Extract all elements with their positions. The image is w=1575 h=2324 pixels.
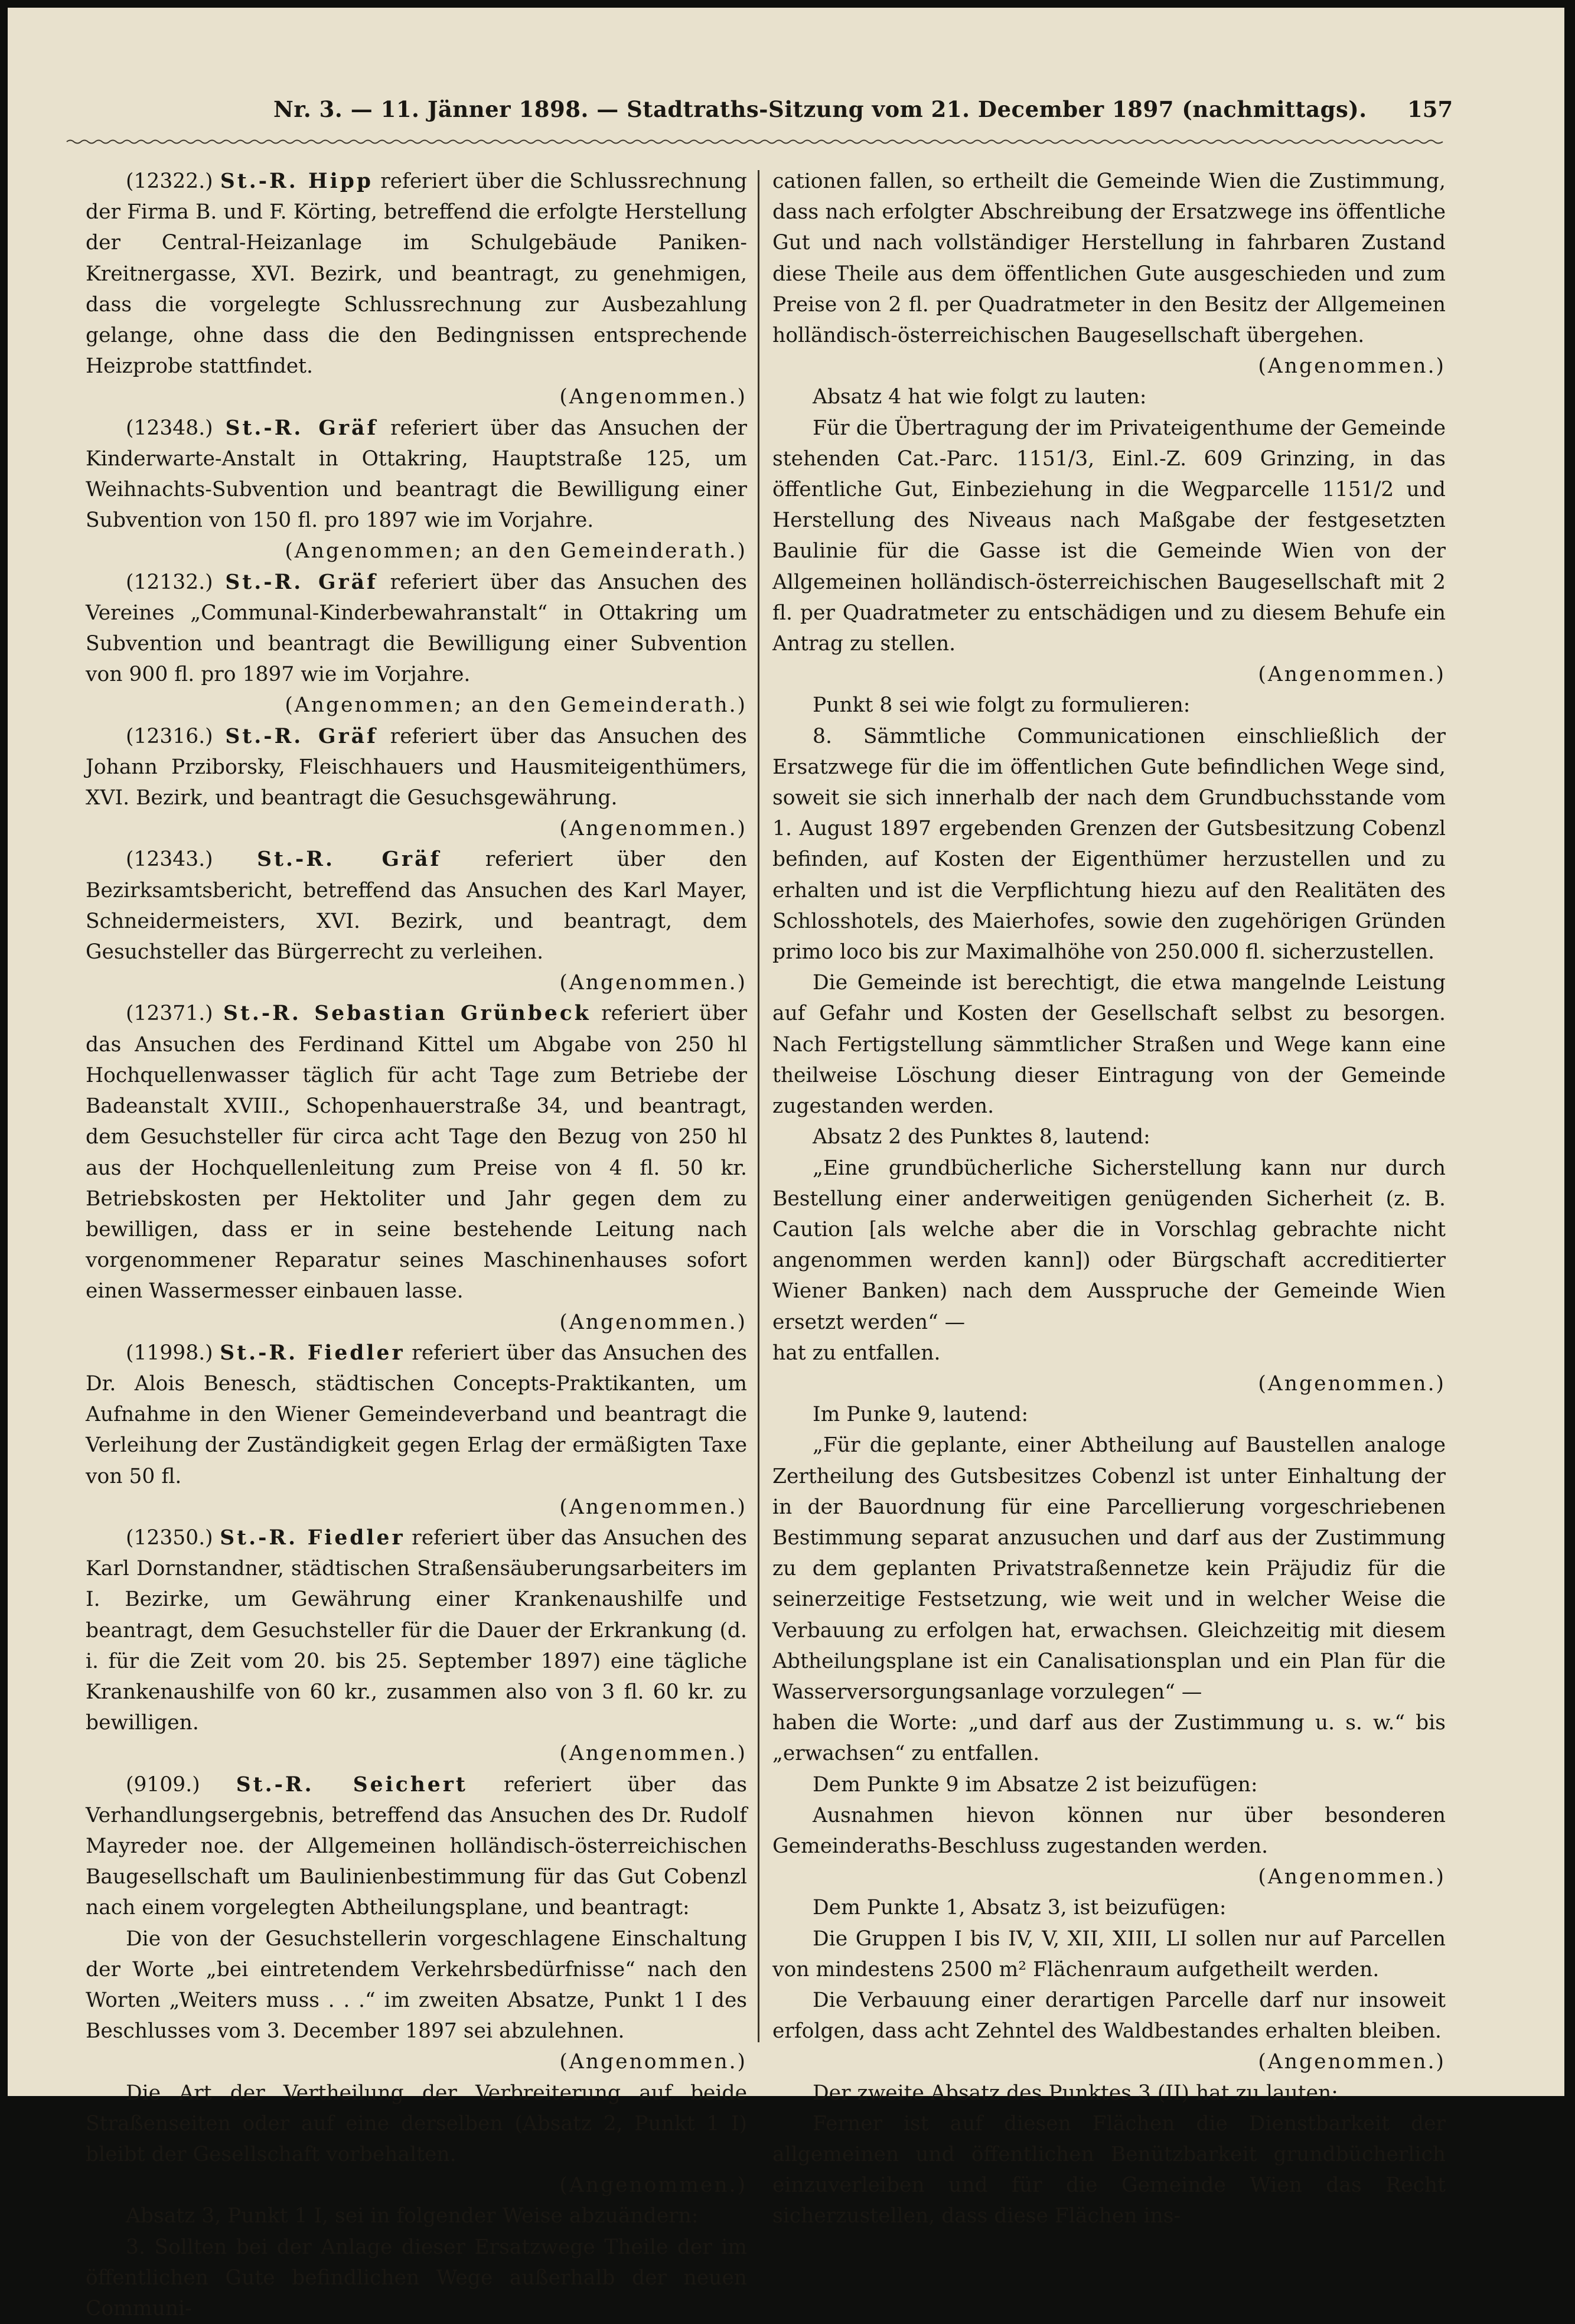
paragraph — [772, 1892, 1446, 1923]
paragraph-text: referiert über das Ansuchen der Kinderwarte-Anstalt in Ottakring, Hauptstraße 125, um Weihnachts-Subvention und beantragt die Bewilligung einer Subvention von 150 fl. pro 1897 wie im Vorjahre. — [86, 416, 748, 533]
paragraph — [772, 166, 1446, 351]
paragraph — [772, 2078, 1446, 2108]
paragraph-text: Die Art der Vertheilung der Verbreiterung auf beide Straßenseiten oder auf eine derselben (Absatz 2, Punkt 1 I) bleibt der Gesellschaft vorbehalten. — [86, 2081, 747, 2166]
resolution-status: (Angenommen.) — [1258, 2050, 1446, 2074]
left-column — [86, 166, 747, 2324]
paragraph — [86, 166, 747, 382]
entry-number: (12371.) — [126, 1002, 213, 1026]
paragraph — [772, 721, 1446, 968]
paragraph — [86, 1523, 747, 1738]
resolution-status: (Angenommen.) — [1258, 1865, 1446, 1889]
resolution-status: (Angenommen.) — [559, 2173, 747, 2198]
paragraph-text: haben die Worte: „und darf aus der Zustimmung u. s. w.“ bis „erwachsen“ zu entfallen. — [772, 1711, 1446, 1766]
speaker-name: St.-R. Sebastian Grünbeck — [223, 1002, 591, 1026]
paragraph-text: referiert über das Ansuchen des Vereines „Communal-Kinderbewahranstalt“ in Ottakring um Subvention und beantragt die Bewilligung einer Subvention von 900 fl. pro 1897 wie im Vorjahre. — [86, 570, 747, 687]
paragraph — [86, 567, 747, 690]
paragraph-text: Dem Punkte 9 im Absatze 2 ist beizufügen: — [813, 1772, 1258, 1797]
resolution-status: (Angenommen.) — [1258, 1371, 1446, 1396]
entry-number: (12350.) — [126, 1526, 213, 1550]
resolution-status: (Angenommen; an den Gemeinderath.) — [285, 693, 747, 718]
paragraph — [86, 413, 747, 536]
header-wavy-rule — [67, 139, 1443, 145]
resolution-status: (Angenommen.) — [559, 971, 747, 995]
speaker-name: St.-R. Gräf — [225, 416, 379, 440]
paragraph — [772, 1769, 1446, 1800]
paragraph-text: Punkt 8 sei wie folgt zu formulieren: — [813, 693, 1191, 718]
page-header — [8, 96, 1564, 132]
speaker-name: St.-R. Gräf — [225, 570, 378, 594]
speaker-name: St.-R. Fiedler — [220, 1526, 405, 1550]
paragraph — [86, 2201, 747, 2231]
entry-number: (9109.) — [126, 1772, 200, 1797]
paragraph — [772, 1153, 1446, 1338]
page-number: 157 — [1407, 96, 1453, 122]
paragraph-text: referiert über das Ansuchen des Dr. Alois Benesch, städtischen Concepts-Praktikanten, um Aufnahme in den Wiener Gemeindeverband und beantragt die Verleihung der Zuständigkeit gegen Erlag der ermäßigten Taxe von 50 fl. — [86, 1341, 747, 1488]
paragraph — [772, 1985, 1446, 2046]
speaker-name: St.-R. Hipp — [220, 170, 373, 193]
entry-number: (11998.) — [126, 1341, 213, 1365]
entry-number: (12316.) — [126, 724, 213, 748]
speaker-name: St.-R. Gräf — [257, 848, 442, 872]
paragraph-text: „Für die geplante, einer Abtheilung auf Baustellen analoge Zertheilung des Gutsbesitzes Cobenzl ist unter Einhaltung der in der Bauordnung für eine Parcellierung vorgeschriebenen Bestimmung separat anzusuchen und darf aus der Zustimmung zu dem geplanten Privatstraßennetze kein Präjudiz für die seinerzeitige Festsetzung, wie weit und in welcher Weise die Verbauung zu erfolgen hat, erwachsen. Gleichzeitig mit diesem Abtheilungsplane ist ein Canalisationsplan und ein Plan für die Wasserversorgungsanlage vorzulegen“ — — [772, 1433, 1446, 1704]
column-divider — [758, 170, 759, 2042]
paragraph — [772, 413, 1446, 660]
paragraph — [772, 1707, 1446, 1769]
paragraph-text: cationen fallen, so ertheilt die Gemeinde Wien die Zustimmung, dass nach erfolgter Abschreibung der Ersatzwege ins öffentliche Gut und nach vollständiger Herstellung in fahrbaren Zustand diese Theile aus dem öffentlichen Gute ausgeschieden und zum Preise von 2 fl. per Quadratmeter in den Besitz der Allgemeinen holländisch-österreichischen Baugesellschaft übergehen. — [772, 170, 1446, 348]
paragraph-text: referiert über das Ansuchen des Karl Dornstandner, städtischen Straßensäuberungsarbeiters im I. Bezirke, um Gewährung einer Krankenaushilfe und beantragt, dem Gesuchsteller für die Dauer der Erkrankung (d. i. für die Zeit vom 20. bis 25. September 1897) eine tägliche Krankenaushilfe von 60 kr., zusammen also von 3 fl. 60 kr. zu bewilligen. — [86, 1526, 747, 1735]
entry-number: (12348.) — [126, 416, 213, 440]
paragraph-text: referiert über die Schlussrechnung der Firma B. und F. Körting, betreffend die erfolgte Herstellung der Central-Heizanlage im Schulgebäude Paniken-Kreitnergasse, XVI. Bezirk, und beantragt, zu genehmigen, dass die vorgelegte Schlussrechnung zur Ausbezahlung gelange, ohne dass die den Bedingnissen entsprechende Heizprobe stattfindet. — [86, 170, 748, 379]
resolution-status: (Angenommen.) — [559, 2050, 747, 2074]
resolution-status: (Angenommen; an den Gemeinderath.) — [285, 539, 747, 563]
entry-number: (12132.) — [126, 570, 213, 594]
resolution-status: (Angenommen.) — [559, 1495, 747, 1519]
resolution-status: (Angenommen.) — [559, 385, 747, 409]
resolution-status: (Angenommen.) — [1258, 354, 1446, 379]
entry-number: (12343.) — [126, 848, 213, 872]
paragraph — [772, 1399, 1446, 1430]
resolution-status: (Angenommen.) — [559, 1742, 747, 1766]
paragraph — [772, 2108, 1446, 2232]
paragraph-text: Absatz 3, Punkt 1 I, sei in folgender Weise abzuändern: — [126, 2204, 699, 2228]
paragraph — [86, 844, 747, 967]
paragraph-text: Absatz 4 hat wie folgt zu lauten: — [813, 385, 1147, 409]
paragraph — [86, 1338, 747, 1492]
resolution-status: (Angenommen.) — [559, 817, 747, 841]
paragraph — [86, 1924, 747, 2047]
paragraph-text: Der zweite Absatz des Punktes 3 (II) hat zu lauten: — [813, 2081, 1338, 2105]
paragraph — [772, 1338, 1446, 1368]
paragraph-text: Im Punke 9, lautend: — [813, 1403, 1029, 1427]
paragraph-text: Absatz 2 des Punktes 8, lautend: — [813, 1125, 1150, 1149]
speaker-name: St.-R. Gräf — [225, 724, 378, 748]
paragraph-text: referiert über das Ansuchen des Johann Prziborsky, Fleischhauers und Hausmiteigenthümers, XVI. Bezirk, und beantragt die Gesuchsgewährung. — [86, 724, 747, 810]
paragraph-text: „Eine grundbücherliche Sicherstellung kann nur durch Bestellung einer anderweitigen genügenden Sicherheit (z. B. Caution [als welche aber die in Vorschlag gebrachte nicht angenommen werden kann]) oder Bürgschaft accreditierter Wiener Banken) nach dem Ausspruche der Gemeinde Wien ersetzt werden“ — — [772, 1156, 1446, 1334]
paragraph-text: Ferner ist auf diesen Flächen die Dienstbarkeit der allgemeinen und öffentlichen Benützbarkeit grundbücherlich einzuverleiben und für die Gemeinde Wien das Recht sicherzustellen, dass diese Flächen ins- — [772, 2111, 1446, 2228]
paragraph — [772, 1430, 1446, 1707]
paragraph-text: referiert über den Bezirksamtsbericht, betreffend das Ansuchen des Karl Mayer, Schneidermeisters, XVI. Bezirk, und beantragt, dem Gesuchsteller das Bürgerrecht zu verleihen. — [86, 848, 748, 964]
newspaper-page — [8, 8, 1564, 2321]
paragraph — [772, 382, 1446, 412]
paragraph-text: referiert über das Ansuchen des Ferdinand Kittel um Abgabe von 250 hl Hochquellenwasser täglich für acht Tage zum Betriebe der Badeanstalt XVIII., Schopenhauerstraße 34, und beantragt, dem Gesuchsteller für circa acht Tage den Bezug von 250 hl aus der Hochquellenleitung zum Preise von 4 fl. 50 kr. Betriebskosten per Hektoliter und Jahr gegen dem zu bewilligen, dass er in seine bestehende Leitung nach vorgenommener Reparatur seines Maschinenhauses sofort einen Wassermesser einbauen lasse. — [86, 1002, 748, 1303]
paragraph-text: Die von der Gesuchstellerin vorgeschlagene Einschaltung der Worte „bei eintretendem Verkehrsbedürfnisse“ nach den Worten „Weiters muss . . .“ im zweiten Absatze, Punkt 1 I des Beschlusses vom 3. December 1897 sei abzulehnen. — [86, 1927, 747, 2043]
header-title: Nr. 3. — 11. Jänner 1898. — Stadtraths-Sitzung vom 21. December 1897 (nachmittags). — [273, 96, 1367, 122]
paragraph — [772, 1122, 1446, 1152]
paragraph — [772, 1800, 1446, 1862]
speaker-name: St.-R. Seichert — [236, 1772, 468, 1797]
paragraph — [86, 2232, 747, 2324]
paragraph-text: 3. Sollten bei der Anlage dieser Ersatzwege Theile der im öffentlichen Gute befindlichen Wege außerhalb der neuen Communi- — [86, 2235, 747, 2321]
resolution-status: (Angenommen.) — [559, 1310, 747, 1334]
paragraph-text: 8. Sämmtliche Communicationen einschließlich der Ersatzwege für die im öffentlichen Gute befindlichen Wege sind, soweit sie sich innerhalb der nach dem Grundbuchsstande vom 1. August 1897 ergebenden Grenzen der Gutsbesitzung Cobenzl befinden, auf Kosten der Eigenthümer herzustellen und zu erhalten und ist die Verpflichtung hiezu auf den Realitäten des Schlosshotels, des Maierhofes, sowie den zugehörigen Gründen primo loco bis zur Maximalhöhe von 250.000 fl. sicherzustellen. — [772, 724, 1446, 964]
paragraph-text: Dem Punkte 1, Absatz 3, ist beizufügen: — [813, 1896, 1227, 1920]
resolution-status: (Angenommen.) — [1258, 663, 1446, 687]
paragraph — [86, 998, 747, 1306]
paragraph-text: Die Verbauung einer derartigen Parcelle darf nur insoweit erfolgen, dass acht Zehntel des Waldbestandes erhalten bleiben. — [772, 1988, 1446, 2043]
paragraph — [772, 690, 1446, 721]
paragraph-text: Die Gemeinde ist berechtigt, die etwa mangelnde Leistung auf Gefahr und Kosten der Gesellschaft selbst zu besorgen. Nach Fertigstellung sämmtlicher Straßen und Wege kann eine theilweise Löschung dieser Eintragung von der Gemeinde zugestanden werden. — [772, 971, 1446, 1119]
paragraph-text: referiert über das Verhandlungsergebnis, betreffend das Ansuchen des Dr. Rudolf Mayreder noe. der Allgemeinen holländisch-österreichischen Baugesellschaft um Baulinienbestimmung für das Gut Cobenzl nach einem vorgelegten Abtheilungsplane, und beantragt: — [86, 1772, 747, 1920]
paragraph — [86, 1769, 747, 1924]
entry-number: (12322.) — [126, 170, 213, 193]
paragraph — [86, 721, 747, 814]
speaker-name: St.-R. Fiedler — [220, 1341, 405, 1365]
paragraph — [86, 2078, 747, 2170]
paragraph-text: Für die Übertragung der im Privateigenthume der Gemeinde stehenden Cat.-Parc. 1151/3, Einl.-Z. 609 Grinzing, in das öffentliche Gut, Einbeziehung in die Wegparcelle 1151/2 und Herstellung des Niveaus nach Maßgabe der festgesetzten Baulinie für die Gasse ist die Gemeinde Wien von der Allgemeinen holländisch-österreichischen Baugesellschaft mit 2 fl. per Quadratmeter zu entschädigen und zu diesem Behufe ein Antrag zu stellen. — [772, 416, 1446, 656]
paragraph — [772, 1924, 1446, 1985]
paragraph-text: Ausnahmen hievon können nur über besonderen Gemeinderaths-Beschluss zugestanden werden. — [772, 1803, 1446, 1858]
paragraph — [772, 967, 1446, 1122]
paragraph-text: Die Gruppen I bis IV, V, XII, XIII, LI sollen nur auf Parcellen von mindestens 2500 m² Flächenraum aufgetheilt werden. — [772, 1927, 1446, 1981]
paragraph-text: hat zu entfallen. — [772, 1341, 941, 1365]
right-column — [772, 166, 1446, 2232]
